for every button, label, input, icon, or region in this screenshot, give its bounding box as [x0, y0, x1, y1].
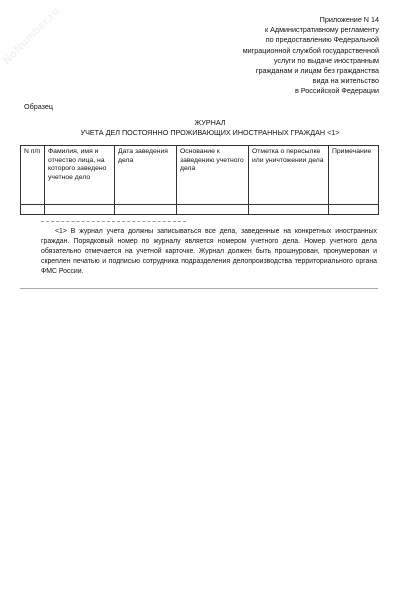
- appendix-line: услуги по выдаче иностранным: [273, 55, 379, 65]
- appendix-line: миграционной службой государственной: [242, 45, 379, 55]
- appendix-line: по предоставлению Федеральной: [265, 35, 379, 45]
- header-note: Примечание: [329, 146, 379, 205]
- table-header-row: [21, 146, 379, 205]
- table-cell: [249, 205, 329, 215]
- watermark: NoNumber.ru: [0, 5, 63, 67]
- bottom-divider: [20, 288, 378, 289]
- appendix-line: Приложение N 14: [319, 15, 379, 24]
- table-cell: [21, 205, 45, 215]
- footnote-separator: [41, 221, 186, 222]
- table-cell: [115, 205, 177, 215]
- header-basis: Основание к заведению учетного дела: [177, 146, 249, 205]
- header-transfer-mark: Отметка о пересылке или уничтожении дела: [249, 146, 329, 205]
- appendix-line: вида на жительство: [312, 76, 379, 86]
- appendix-line: гражданам и лицам без гражданства: [255, 66, 379, 76]
- table-cell: [45, 205, 115, 215]
- journal-title-line2: УЧЕТА ДЕЛ ПОСТОЯННО ПРОЖИВАЮЩИХ ИНОСТРАННЫХ ГРАЖДАН <1>: [80, 128, 340, 137]
- table-cell: [177, 205, 249, 215]
- appendix-line: к Административному регламенту: [264, 25, 379, 35]
- journal-title: [0, 118, 420, 138]
- appendix-header: [179, 15, 379, 97]
- header-date: Дата заведения дела: [115, 146, 177, 205]
- header-number: N п/п: [21, 146, 45, 205]
- journal-table: [20, 145, 379, 215]
- footnote: <1> В журнал учета должны записываться все дела, заведенные на конкретных иностранных граждан. Порядковый номер по журналу является номером учетного дела. Номер учетного дела обязательно отмечается на учетной карточке. Журнал должен быть прошнурован, пронумерован и скреплен печатью и подписью сотрудника подразделения делопроизводства территориального органа ФМС России.: [41, 228, 377, 276]
- table-row: [21, 205, 379, 215]
- journal-title-line1: ЖУРНАЛ: [194, 118, 226, 127]
- header-full-name: Фамилия, имя и отчество лица, на которого заведено учетное дело: [45, 146, 115, 205]
- table-cell: [329, 205, 379, 215]
- appendix-line: в Российской Федерации: [295, 86, 379, 96]
- sample-label: Образец: [24, 102, 53, 111]
